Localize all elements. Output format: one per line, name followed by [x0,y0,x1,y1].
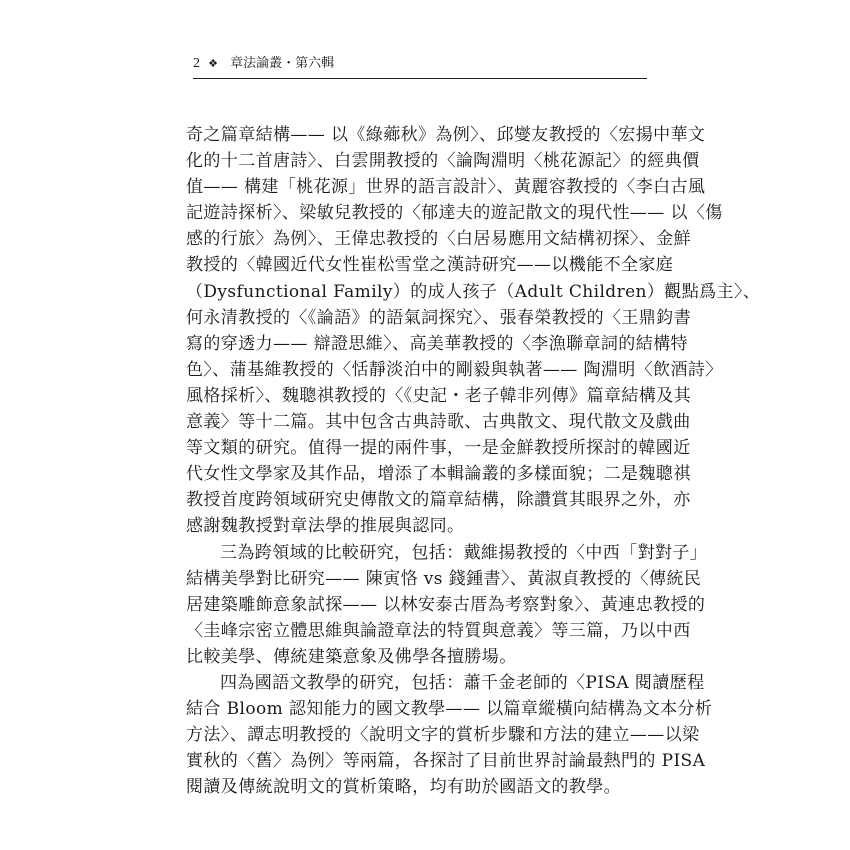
text-line: 教授的〈韓國近代女性崔松雪堂之漢詩研究——以機能不全家庭 [186,255,674,276]
text-line: 奇之篇章結構—— 以《綠薌秋》為例〉、邱燮友教授的〈宏揚中華文 [186,125,706,145]
text-line: 四為國語文教學的研究，包括：蕭千金老師的〈PISA 閱讀歷程 [220,672,705,693]
text-line: 色〉、蒲基維教授的〈恬靜淡泊中的剛毅與執著—— 陶淵明〈飲酒詩〉 [186,359,723,380]
running-header [193,56,647,79]
text-line: 寫的穿透力—— 辯證思維〉、高美華教授的〈李漁聯章詞的結構特 [186,333,688,354]
text-line: 教授首度跨領域研究史傳散文的篇章結構，除讚賞其眼界之外，亦 [186,490,691,511]
text-line: 意義〉等十二篇。其中包含古典詩歌、古典散文、現代散文及戲曲 [186,412,691,433]
diamond-ornament-icon: ❖ [208,57,219,70]
text-line: （Dysfunctional Family）的成人孩子（Adult Children）觀點爲主〉、 [186,281,761,302]
text-line: 結構美學對比研究—— 陳寅恪 vs 錢鍾書〉、黃淑貞教授的〈傳統民 [186,568,702,589]
text-line: 三為跨領域的比較研究，包括：戴維揚教授的〈中西「對對子」 [220,542,708,563]
text-line: 結合 Bloom 認知能力的國文教學—— 以篇章縱橫向結構為文本分析 [186,699,713,720]
text-line: 記遊詩探析〉、梁敏兒教授的〈郁達夫的遊記散文的現代性—— 以〈傷 [186,203,723,224]
text-line: 感的行旅〉為例〉、王偉忠教授的〈白居易應用文結構初探〉、金鮮 [186,229,691,250]
text-line: 〈圭峰宗密立體思維與論證章法的特質與意義〉等三篇，乃以中西 [186,620,691,641]
text-line: 感謝魏教授對章法學的推展與認同。 [186,516,465,537]
text-line: 等文類的研究。值得一提的兩件事，一是金鮮教授所探討的韓國近 [186,438,691,459]
text-line: 閱讀及傳統說明文的賞析策略，均有助於國語文的教學。 [186,777,621,798]
text-line: 比較美學、傳統建築意象及佛學各擅勝場。 [186,646,517,667]
text-line: 風格採析〉、魏聰祺教授的〈《史記・老子韓非列傳》篇章結構及其 [186,385,691,406]
text-line: 方法〉、譚志明教授的〈說明文字的賞析步驟和方法的建立——以梁 [186,725,700,746]
text-line: 代女性文學家及其作品，增添了本輯論叢的多樣面貌；二是魏聰祺 [186,464,691,485]
text-line: 何永清教授的〈《論語》的語氣詞探究〉、張春榮教授的〈王鼎鈞書 [186,307,691,328]
text-line: 值—— 構建「桃花源」世界的語言設計〉、黃麗容教授的〈李白古風 [186,177,706,198]
text-line: 實秋的〈舊〉為例〉等兩篇，各探討了目前世界討論最熱門的 PISA [186,751,706,772]
page-number: 2 [193,56,200,71]
text-line: 居建築雕飾意象試探—— 以林安泰古厝為考察對象〉、黃連忠教授的 [186,594,706,615]
text-line: 化的十二首唐詩〉、白雲開教授的〈論陶淵明〈桃花源記〉的經典價 [186,151,700,172]
body-text [186,122,761,800]
running-title: 章法論叢・第六輯 [230,56,335,71]
